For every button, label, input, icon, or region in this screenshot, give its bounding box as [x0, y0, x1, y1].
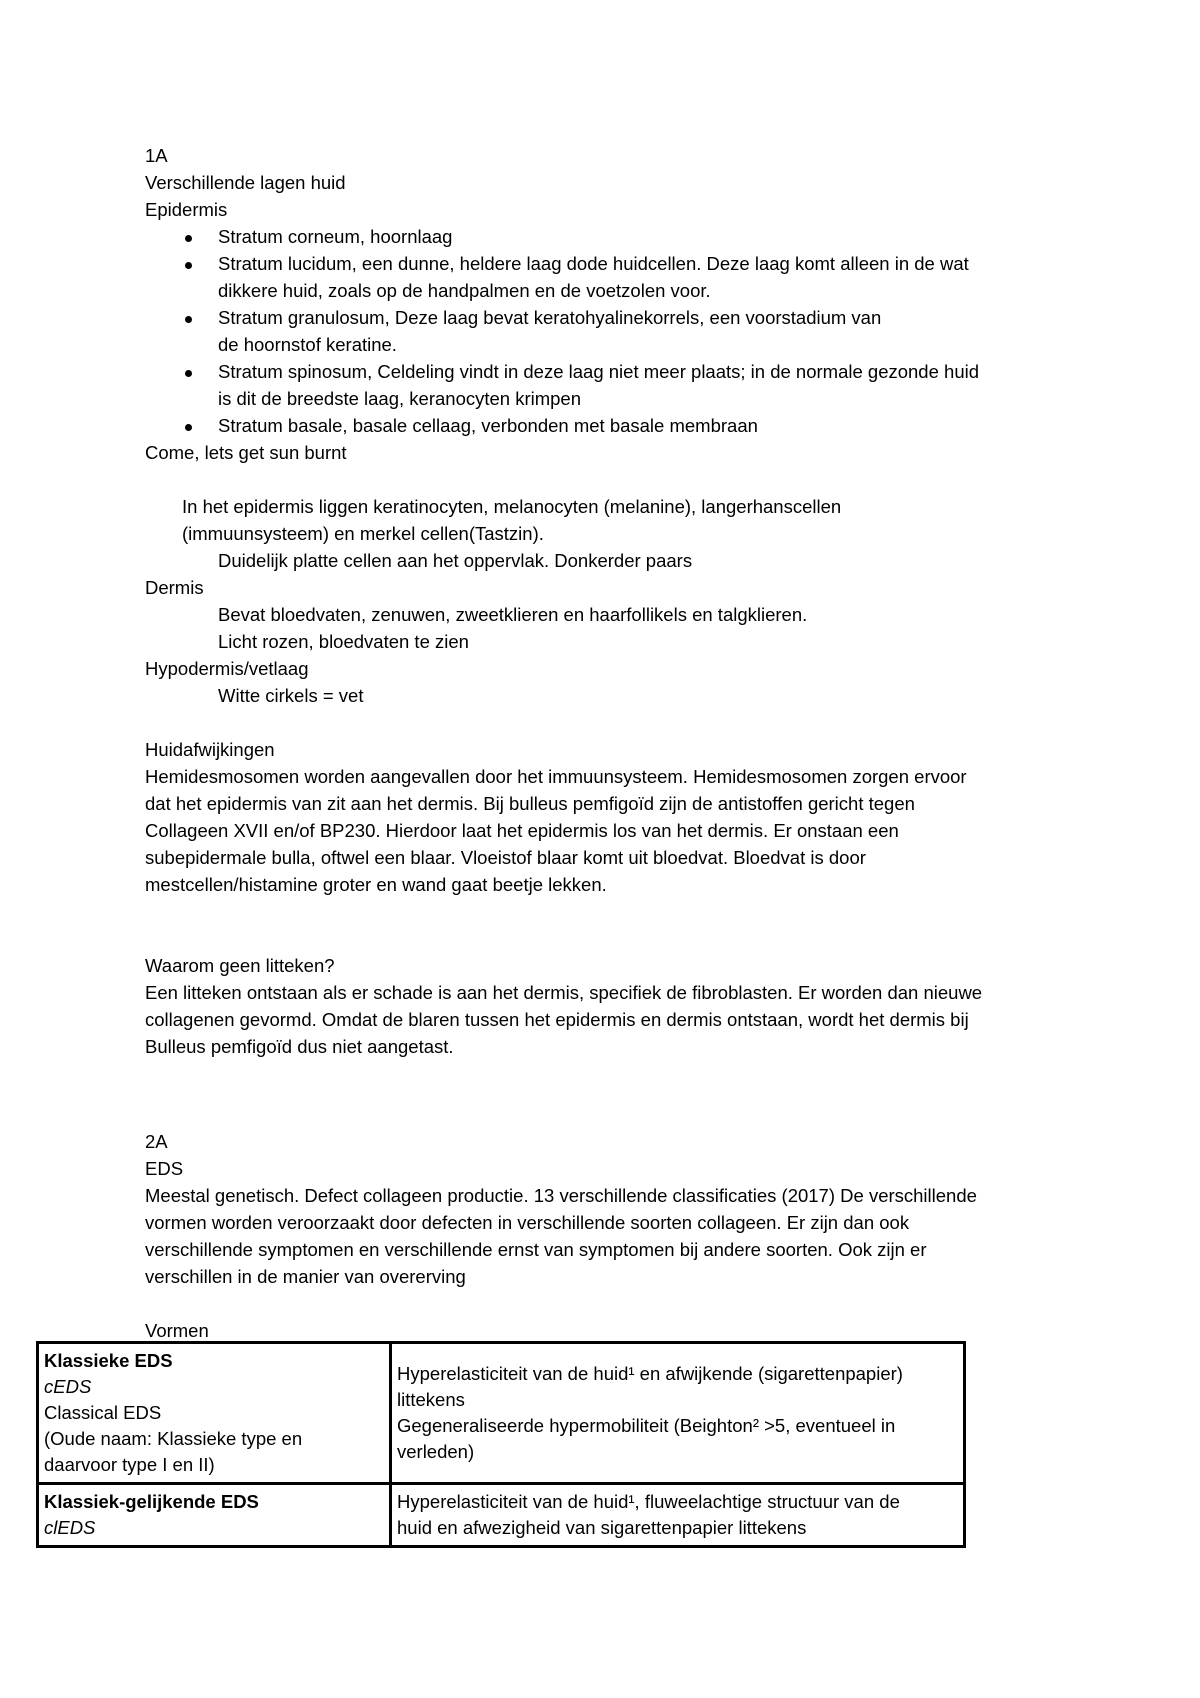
table-cell-form	[38, 1484, 391, 1547]
table-row	[38, 1484, 965, 1547]
abnormalities-paragraph-line: mestcellen/histamine groter en wand gaat beetje lekken.	[145, 874, 607, 895]
eds-intro-line: Meestal genetisch. Defect collageen productie. 13 verschillende classificaties (2017) De verschillende	[145, 1185, 977, 1206]
eds-intro-line: verschillende symptomen en verschillende ernst van symptomen bij andere soorten. Ook zijn er	[145, 1239, 927, 1260]
dermis-heading: Dermis	[145, 577, 204, 598]
eds-intro-line: vormen worden veroorzaakt door defecten in verschillende soorten collageen. Er zijn dan ook	[145, 1212, 910, 1233]
forms-heading: Vormen	[145, 1320, 209, 1341]
layer-item: Stratum lucidum, een dunne, heldere laag dode huidcellen. Deze laag komt alleen in de wat	[218, 253, 969, 274]
layer-item: Stratum granulosum, Deze laag bevat keratohyalinekorrels, een voorstadium van	[218, 307, 882, 328]
mnemonic: Come, lets get sun burnt	[145, 442, 347, 463]
scar-paragraph-line: Bulleus pemfigoïd dus niet aangetast.	[145, 1036, 454, 1057]
form-old-name: daarvoor type I en II)	[44, 1454, 215, 1475]
eds-forms-table	[36, 1341, 966, 1548]
criteria-line: Hyperelasticiteit van de huid¹, fluweelachtige structuur van de	[397, 1491, 900, 1512]
form-english-name: Classical EDS	[44, 1402, 162, 1423]
form-abbreviation: clEDS	[44, 1517, 96, 1538]
criteria-line: littekens	[397, 1389, 465, 1410]
section-title: Verschillende lagen huid	[145, 172, 346, 193]
layer-item-continuation: de hoornstof keratine.	[218, 334, 397, 355]
layer-item: Stratum basale, basale cellaag, verbonden met basale membraan	[218, 415, 758, 436]
section-title: EDS	[145, 1158, 184, 1179]
abnormalities-paragraph-line: Collageen XVII en/of BP230. Hierdoor laat het epidermis los van het dermis. Er onstaan een	[145, 820, 899, 841]
form-abbreviation: cEDS	[44, 1376, 92, 1397]
abnormalities-paragraph-line: dat het epidermis van zit aan het dermis. Bij bulleus pemfigoïd zijn de antistoffen gericht tegen	[145, 793, 915, 814]
criteria-line: Gegeneraliseerde hypermobiliteit (Beighton² >5, eventueel in	[397, 1415, 896, 1436]
criteria-line: verleden)	[397, 1441, 475, 1462]
abnormalities-paragraph-line: Hemidesmosomen worden aangevallen door het immuunsysteem. Hemidesmosomen zorgen ervoor	[145, 766, 967, 787]
section-number: 1A	[145, 145, 168, 166]
bullet-icon	[185, 316, 192, 323]
dermis-note: Bevat bloedvaten, zenuwen, zweetklieren en haarfollikels en talgklieren.	[218, 604, 808, 625]
abnormalities-paragraph-line: subepidermale bulla, oftwel een blaar. Vloeistof blaar komt uit bloedvat. Bloedvat is door	[145, 847, 866, 868]
table-cell-criteria	[391, 1343, 965, 1484]
form-name: Klassieke EDS	[44, 1350, 173, 1371]
abnormalities-heading: Huidafwijkingen	[145, 739, 275, 760]
table-row	[38, 1343, 965, 1484]
scar-paragraph-line: collagenen gevormd. Omdat de blaren tussen het epidermis en dermis ontstaan, wordt het dermis bij	[145, 1009, 969, 1030]
table-cell-criteria	[391, 1484, 965, 1547]
criteria-line: huid en afwezigheid van sigarettenpapier littekens	[397, 1517, 807, 1538]
scar-question: Waarom geen litteken?	[145, 955, 335, 976]
hypodermis-heading: Hypodermis/vetlaag	[145, 658, 309, 679]
section-number: 2A	[145, 1131, 168, 1152]
dermis-note: Licht rozen, bloedvaten te zien	[218, 631, 469, 652]
layer-item-continuation: dikkere huid, zoals op de handpalmen en de voetzolen voor.	[218, 280, 711, 301]
table-cell-form	[38, 1343, 391, 1484]
bullet-icon	[185, 262, 192, 269]
eds-intro-line: verschillen in de manier van overerving	[145, 1266, 466, 1287]
layer-item-continuation: is dit de breedste laag, keranocyten krimpen	[218, 388, 582, 409]
bullet-icon	[185, 235, 192, 242]
layer-item: Stratum spinosum, Celdeling vindt in deze laag niet meer plaats; in de normale gezonde huid	[218, 361, 980, 382]
epidermis-cells: In het epidermis liggen keratinocyten, melanocyten (melanine), langerhanscellen	[182, 496, 842, 517]
form-old-name: (Oude naam: Klassieke type en	[44, 1428, 303, 1449]
hypodermis-note: Witte cirkels = vet	[218, 685, 364, 706]
epidermis-note: Duidelijk platte cellen aan het oppervlak. Donkerder paars	[218, 550, 693, 571]
layer-item: Stratum corneum, hoornlaag	[218, 226, 453, 247]
criteria-line: Hyperelasticiteit van de huid¹ en afwijkende (sigarettenpapier)	[397, 1363, 903, 1384]
epidermis-cells: (immuunsysteem) en merkel cellen(Tastzin).	[182, 523, 544, 544]
bullet-icon	[185, 424, 192, 431]
form-name: Klassiek-gelijkende EDS	[44, 1491, 259, 1512]
scar-paragraph-line: Een litteken ontstaan als er schade is aan het dermis, specifiek de fibroblasten. Er worden dan nieuwe	[145, 982, 983, 1003]
epidermis-heading: Epidermis	[145, 199, 228, 220]
bullet-icon	[185, 370, 192, 377]
